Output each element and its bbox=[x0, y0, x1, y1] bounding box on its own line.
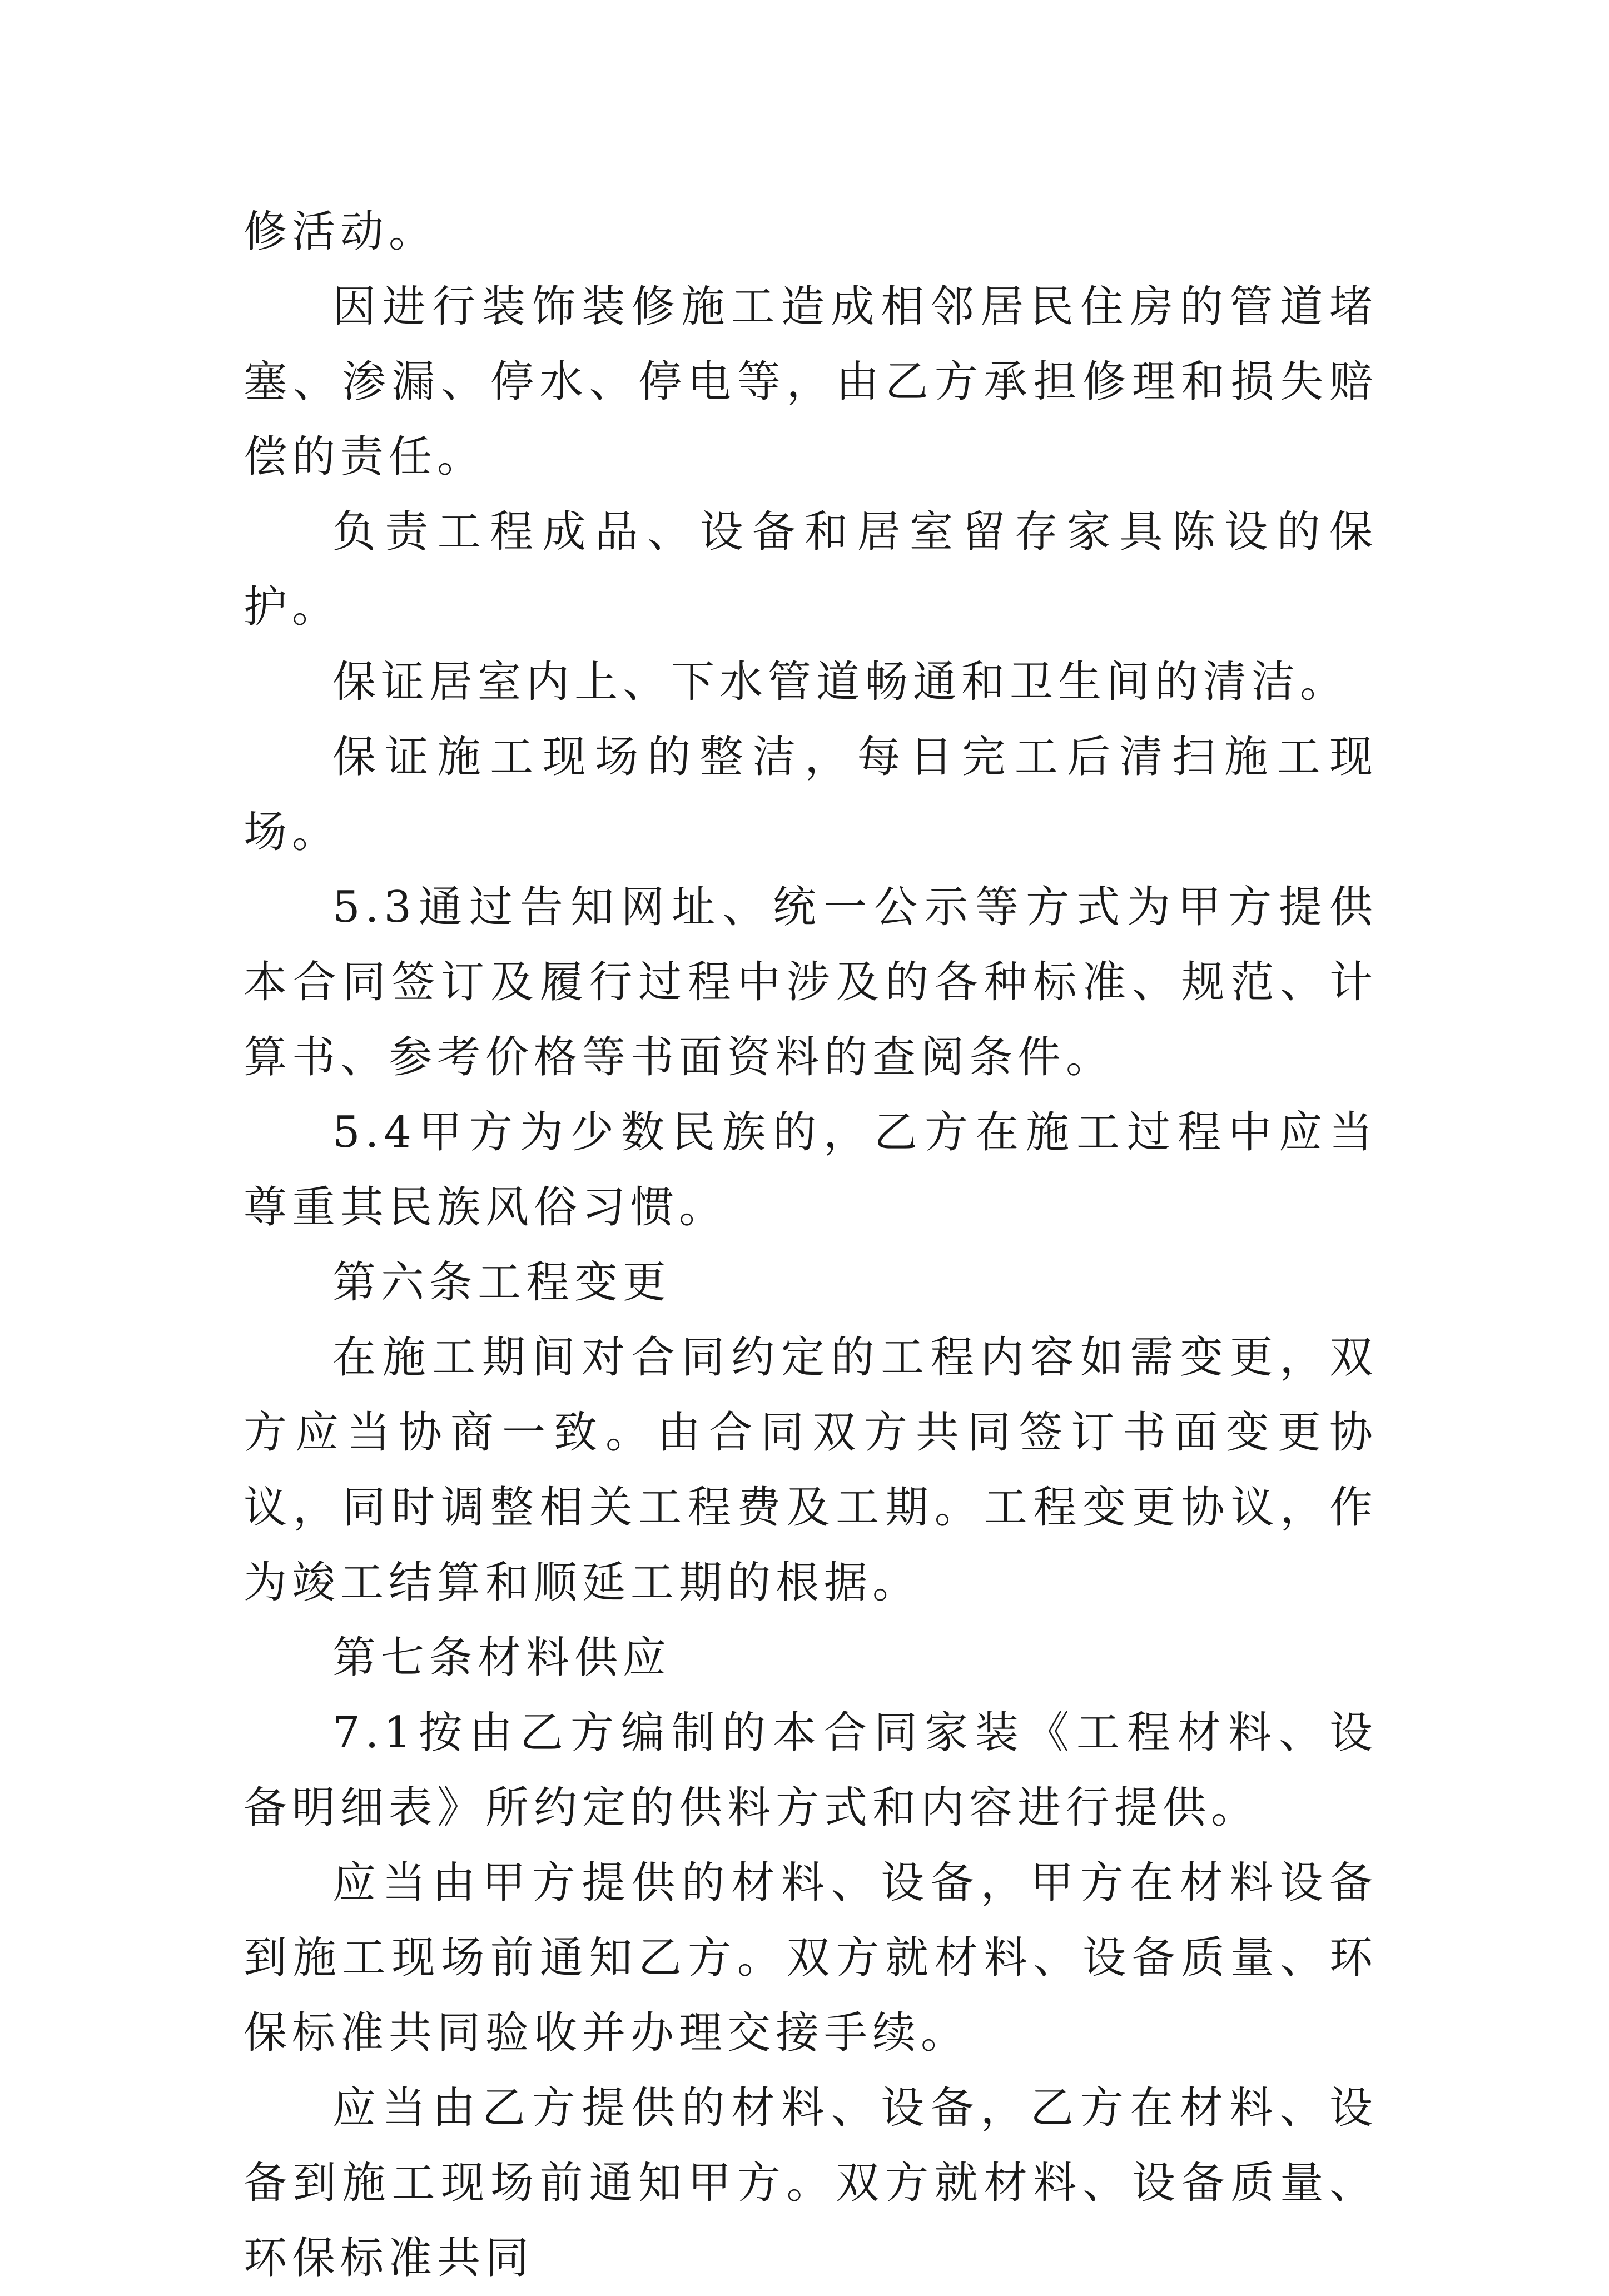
paragraph: 因进行装饰装修施工造成相邻居民住房的管道堵塞、渗漏、停水、停电等，由乙方承担修理和损失赔偿的责任。 bbox=[244, 282, 1378, 482]
body-text bbox=[244, 195, 1378, 2296]
paragraph: 负责工程成品、设备和居室留存家具陈设的保护。 bbox=[244, 507, 1378, 632]
paragraph: 5.3通过告知网址、统一公示等方式为甲方提供本合同签订及履行过程中涉及的各种标准、规范、计算书、参考价格等书面资料的查阅条件。 bbox=[244, 882, 1378, 1082]
paragraph: 应当由乙方提供的材料、设备，乙方在材料、设备到施工现场前通知甲方。双方就材料、设备质量、环保标准共同 bbox=[244, 2083, 1378, 2283]
paragraph: 应当由甲方提供的材料、设备，甲方在材料设备到施工现场前通知乙方。双方就材料、设备质量、环保标准共同验收并办理交接手续。 bbox=[244, 1858, 1378, 2058]
paragraph: 5.4甲方为少数民族的，乙方在施工过程中应当尊重其民族风俗习惯。 bbox=[244, 1107, 1378, 1233]
paragraph: 修活动。 bbox=[244, 207, 438, 257]
section-heading: 第六条工程变更 bbox=[332, 1258, 672, 1308]
paragraph: 7.1按由乙方编制的本合同家装《工程材料、设备明细表》所约定的供料方式和内容进行提供。 bbox=[244, 1708, 1378, 1833]
paragraph: 保证施工现场的整洁，每日完工后清扫施工现场。 bbox=[244, 732, 1378, 857]
paragraph: 在施工期间对合同约定的工程内容如需变更，双方应当协商一致。由合同双方共同签订书面变更协议，同时调整相关工程费及工期。工程变更协议，作为竣工结算和顺延工期的根据。 bbox=[244, 1333, 1378, 1608]
paragraph: 保证居室内上、下水管道畅通和卫生间的清洁。 bbox=[332, 657, 1349, 707]
section-heading: 第七条材料供应 bbox=[332, 1633, 672, 1683]
